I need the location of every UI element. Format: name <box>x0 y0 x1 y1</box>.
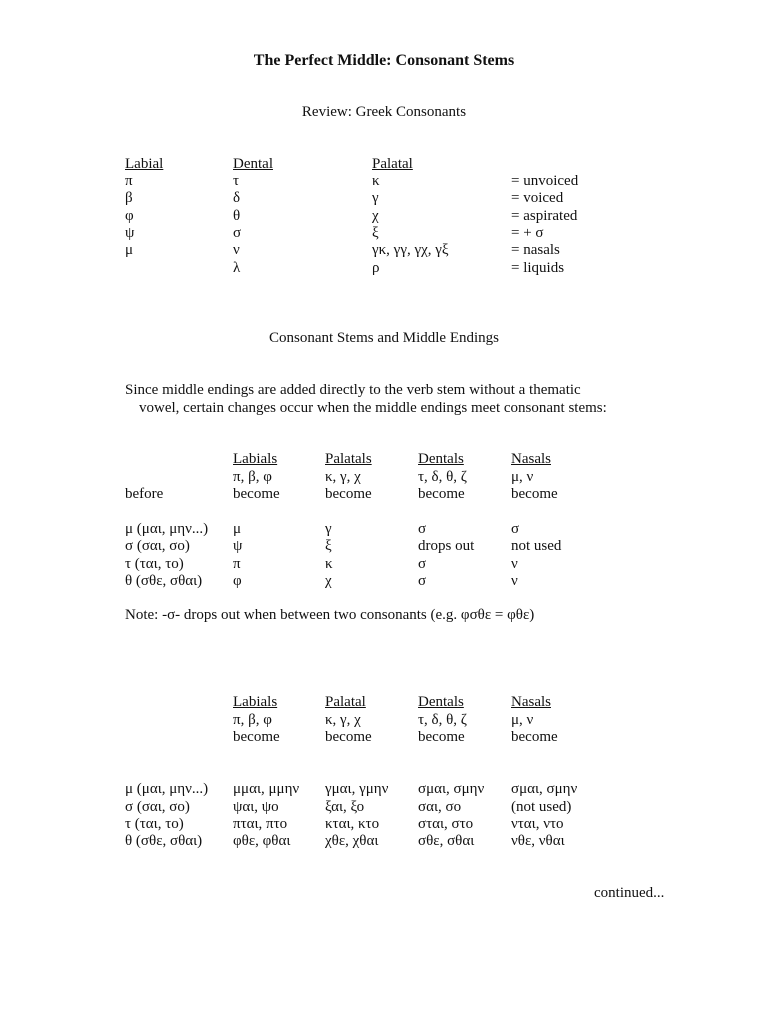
cell: τ <box>233 173 240 189</box>
cell: σται, στο <box>418 816 474 832</box>
cell: π <box>233 556 241 572</box>
cell: = unvoiced <box>511 173 579 189</box>
cell: θ <box>233 208 241 224</box>
table-row <box>0 173 768 190</box>
cell: drops out <box>418 538 475 554</box>
cell: δ <box>233 190 241 206</box>
ending-label: τ (ται, το) <box>125 816 184 832</box>
header-palatals: Palatals <box>325 451 372 467</box>
cell: σ <box>418 556 427 572</box>
page-title: The Perfect Middle: Consonant Stems <box>253 52 515 69</box>
cell: γκ, γγ, γχ, γξ <box>372 242 449 258</box>
cell: σθε, σθαι <box>418 833 475 849</box>
cell: = liquids <box>511 260 565 276</box>
cell: σμαι, σμην <box>511 781 578 797</box>
table2-subheader-row <box>0 712 768 729</box>
cell: = + σ <box>511 225 544 241</box>
header-nasals: Nasals <box>511 451 551 467</box>
cell: β <box>125 190 133 206</box>
table1-subheader-row <box>0 469 768 486</box>
cell: κ <box>325 556 333 572</box>
header-labial: Labial <box>125 156 164 172</box>
intro-line-2: vowel, certain changes occur when the middle endings meet consonant stems: <box>139 400 607 416</box>
subheader: τ, δ, θ, ζ <box>418 712 467 728</box>
become-label: become <box>418 486 465 502</box>
subheader: π, β, φ <box>233 712 272 728</box>
section-heading: Consonant Stems and Middle Endings <box>269 330 499 346</box>
table-row <box>0 833 768 850</box>
subheader: κ, γ, χ <box>325 469 361 485</box>
cell: ν <box>511 573 518 589</box>
cell: = aspirated <box>511 208 578 224</box>
header-dentals: Dentals <box>418 451 464 467</box>
table-row <box>0 260 768 277</box>
cell: ψαι, ψο <box>233 799 279 815</box>
header-dentals: Dentals <box>418 694 464 710</box>
table-row <box>0 816 768 833</box>
cell: χθε, χθαι <box>325 833 379 849</box>
cell: γ <box>325 521 332 537</box>
cell: φθε, φθαι <box>233 833 291 849</box>
cell: κ <box>372 173 380 189</box>
header-labials: Labials <box>233 694 278 710</box>
header-palatal: Palatal <box>325 694 366 710</box>
cell: γμαι, γμην <box>325 781 389 797</box>
cell: ψ <box>125 225 135 241</box>
cell: ξ <box>325 538 332 554</box>
header-labials: Labials <box>233 451 278 467</box>
cell: σ <box>418 573 427 589</box>
cell: ν <box>511 556 518 572</box>
table-row <box>0 556 768 573</box>
cell: ξαι, ξο <box>325 799 365 815</box>
cell: χ <box>325 573 332 589</box>
ending-label: σ (σαι, σο) <box>125 538 190 554</box>
cell: ν <box>233 242 240 258</box>
table1-become-row <box>0 486 768 503</box>
cell: μ <box>233 521 242 537</box>
intro-line-1: Since middle endings are added directly to the verb stem without a thematic <box>125 382 581 398</box>
cell: κται, κτο <box>325 816 380 832</box>
table-row <box>0 242 768 259</box>
consonants-header-row <box>0 156 768 173</box>
subheader: κ, γ, χ <box>325 712 361 728</box>
review-heading: Review: Greek Consonants <box>301 104 467 120</box>
subheader: μ, ν <box>511 712 534 728</box>
cell: σ <box>511 521 520 537</box>
become-label: become <box>511 486 558 502</box>
header-palatal: Palatal <box>372 156 413 172</box>
continued-text: continued... <box>594 885 665 901</box>
ending-label: μ (μαι, μην...) <box>125 781 209 797</box>
cell: φ <box>125 208 134 224</box>
header-nasals: Nasals <box>511 694 551 710</box>
table2-become-row <box>0 729 768 746</box>
cell: σμαι, σμην <box>418 781 485 797</box>
cell: νθε, νθαι <box>511 833 565 849</box>
header-dental: Dental <box>233 156 273 172</box>
become-label: become <box>233 486 280 502</box>
subheader: τ, δ, θ, ζ <box>418 469 467 485</box>
table-row <box>0 225 768 242</box>
ending-label: τ (ται, το) <box>125 556 184 572</box>
cell: π <box>125 173 133 189</box>
table-row <box>0 190 768 207</box>
cell: πται, πτο <box>233 816 288 832</box>
cell: σαι, σο <box>418 799 462 815</box>
table-row <box>0 208 768 225</box>
cell: = voiced <box>511 190 564 206</box>
cell: = nasals <box>511 242 560 258</box>
ending-label: μ (μαι, μην...) <box>125 521 209 537</box>
cell: ξ <box>372 225 379 241</box>
become-label: become <box>418 729 465 745</box>
table-row <box>0 799 768 816</box>
table-row <box>0 573 768 590</box>
ending-label: σ (σαι, σο) <box>125 799 190 815</box>
cell: φ <box>233 573 242 589</box>
table-row <box>0 521 768 538</box>
cell: γ <box>372 190 379 206</box>
ending-label: θ (σθε, σθαι) <box>125 833 203 849</box>
table-row <box>0 538 768 555</box>
cell: ψ <box>233 538 243 554</box>
table-row <box>0 781 768 798</box>
become-label: become <box>325 486 372 502</box>
cell: μμαι, μμην <box>233 781 300 797</box>
table1-header-row <box>0 451 768 468</box>
note-text: Note: -σ- drops out when between two consonants (e.g. φσθε = φθε) <box>125 607 535 623</box>
become-label: become <box>233 729 280 745</box>
cell: χ <box>372 208 379 224</box>
cell: λ <box>233 260 241 276</box>
cell: μ <box>125 242 134 258</box>
cell: (not used) <box>511 799 572 815</box>
subheader: μ, ν <box>511 469 534 485</box>
before-label: before <box>125 486 164 502</box>
subheader: π, β, φ <box>233 469 272 485</box>
cell: σ <box>418 521 427 537</box>
cell: σ <box>233 225 242 241</box>
table2-header-row <box>0 694 768 711</box>
cell: νται, ντο <box>511 816 564 832</box>
become-label: become <box>511 729 558 745</box>
cell: ρ <box>372 260 380 276</box>
cell: not used <box>511 538 562 554</box>
become-label: become <box>325 729 372 745</box>
ending-label: θ (σθε, σθαι) <box>125 573 203 589</box>
